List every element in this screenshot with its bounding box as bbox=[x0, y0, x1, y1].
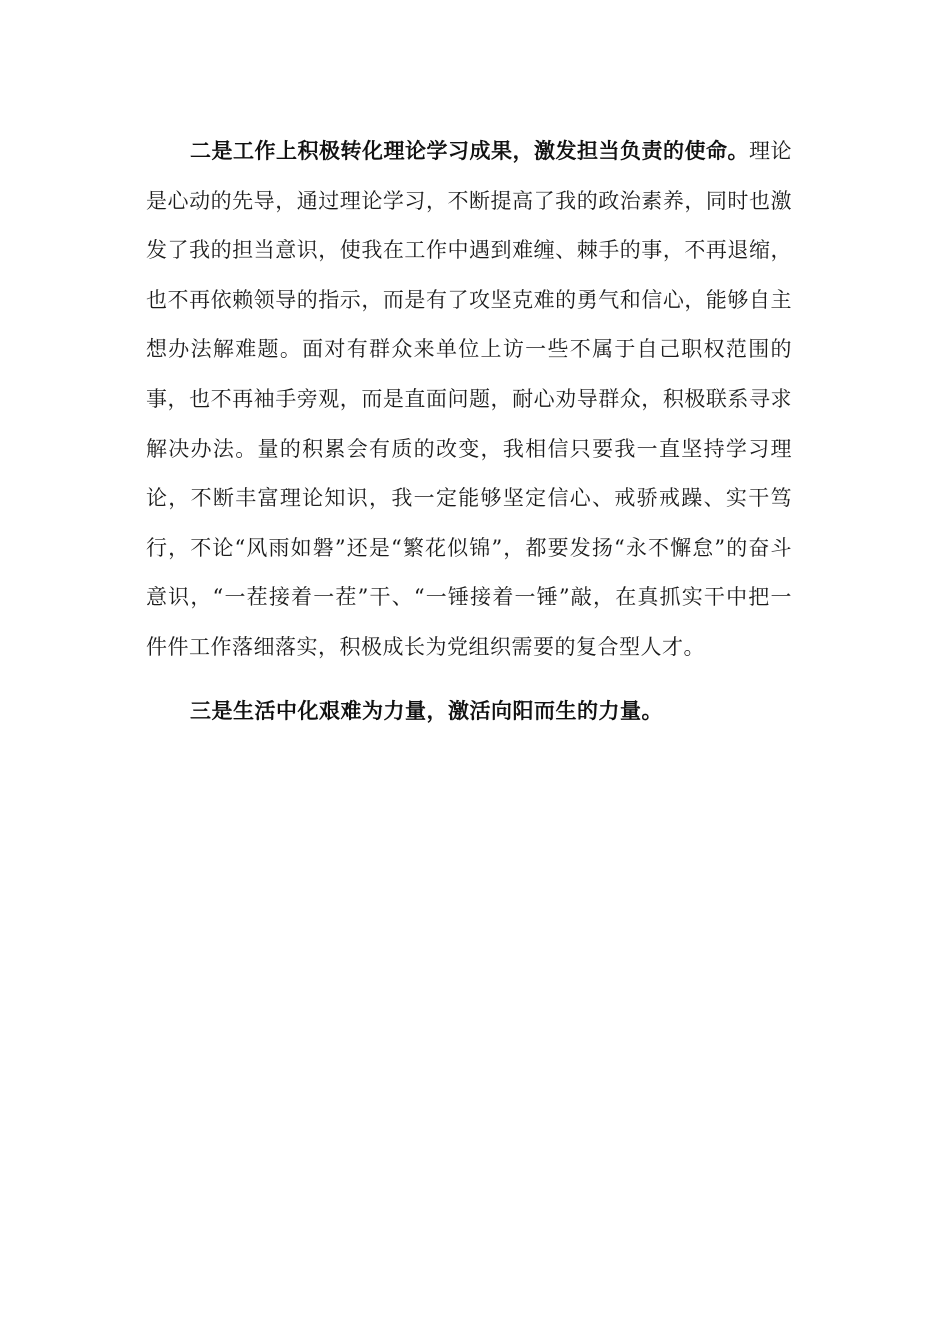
paragraph-work bbox=[146, 126, 792, 673]
paragraph-heading: 二是工作上积极转化理论学习成果，激发担当负责的使命。 bbox=[190, 138, 749, 163]
paragraph-text: 理论是心动的先导，通过理论学习，不断提高了我的政治素养，同时也激发了我的担当意识，使我在工作中遇到难缠、棘手的事，不再退缩，也不再依赖领导的指示，而是有了攻坚克难的勇气和信心，能够自主想办法解难题。面对有群众来单位上访一些不属于自己职权范围的事，也不再袖手旁观，而是直面问题，耐心劝导群众，积极联系寻求解决办法。量的积累会有质的改变，我相信只要我一直坚持学习理论，不断丰富理论知识，我一定能够坚定信心、戒骄戒躁、实干笃行，不论“风雨如磐”还是“繁花似锦”，都要发扬“永不懈怠”的奋斗意识，“一茬接着一茬”干、“一锤接着一锤”敲，在真抓实干中把一件件工作落细落实，积极成长为党组织需要的复合型人才。 bbox=[146, 139, 792, 659]
paragraph-heading: 三是生活中化艰难为力量，激活向阳而生的力量。 bbox=[190, 697, 663, 723]
document-body bbox=[146, 126, 792, 736]
paragraph-life bbox=[146, 686, 792, 737]
